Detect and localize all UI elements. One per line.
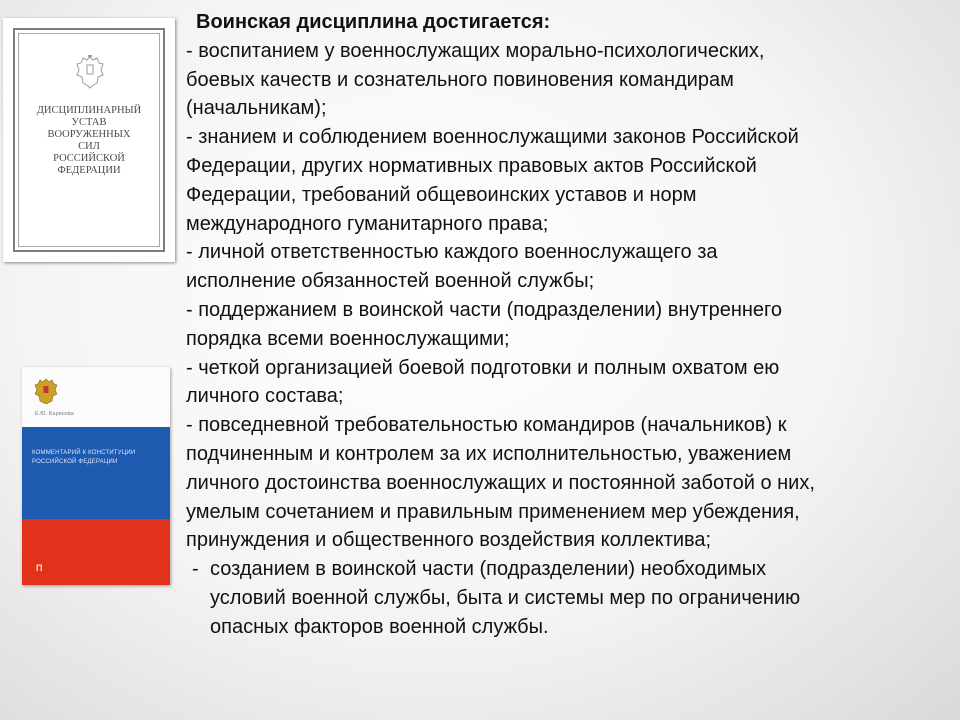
book-author: Е.Ю. Баринова (35, 411, 75, 417)
bullet-line: опасных факторов военной службы. (210, 615, 549, 638)
disciplinary-charter-cover (3, 18, 175, 262)
publisher-logo: П (36, 563, 43, 573)
text-line: боевых качеств и сознательного повиновения командирам (186, 68, 734, 91)
text-line: исполнение обязанностей военной службы; (186, 270, 595, 293)
text-line: (начальникам); (186, 97, 327, 120)
coat-of-arms-icon (34, 376, 58, 404)
text-line: - поддержанием в воинской части (подразделении) внутреннего (186, 298, 783, 321)
text-line: умелым сочетанием и правильным применением мер убеждения, (186, 500, 800, 523)
bullet-list-item (186, 555, 956, 641)
constitution-commentary-cover (22, 367, 170, 585)
text-line: международного гуманитарного права; (186, 212, 549, 235)
bullet-line: условий военной службы, быта и системы мер по ограничению (210, 586, 801, 609)
book-title: КОММЕНТАРИЙ К КОНСТИТУЦИИ РОССИЙСКОЙ ФЕДЕРАЦИИ (32, 450, 136, 465)
text-line: принуждения и общественного воздействия коллектива; (186, 529, 712, 552)
text-line: подчиненным и контролем за их исполнительностью, уважением (186, 442, 792, 465)
text-line: Федерации, других нормативных правовых актов Российской (186, 154, 757, 177)
text-line: личного состава; (186, 385, 344, 408)
text-line: - воспитанием у военнослужащих морально-психологических, (186, 39, 765, 62)
coat-of-arms-icon (75, 53, 105, 89)
cover-blue-band (22, 427, 170, 519)
text-line: порядка всеми военнослужащими; (186, 327, 510, 350)
charter-title: ДИСЦИПЛИНАРНЫЙ УСТАВ ВООРУЖЕННЫХ СИЛ РОССИЙСКОЙ ФЕДЕРАЦИИ (36, 105, 142, 176)
bullet-line: созданием в воинской части (подразделении) необходимых (210, 558, 767, 581)
text-line: - личной ответственностью каждого военнослужащего за (186, 241, 718, 264)
text-line: Федерации, требований общевоинских уставов и норм (186, 183, 697, 206)
slide-heading: Воинская дисциплина достигается: (196, 11, 551, 33)
cover-red-band (22, 519, 170, 585)
text-line: - четкой организацией боевой подготовки и полным охватом ею (186, 356, 780, 379)
text-line: личного достоинства военнослужащих и постоянной заботой о них, (186, 471, 815, 494)
discipline-text (186, 8, 956, 642)
text-line: - знанием и соблюдением военнослужащими законов Российской (186, 126, 799, 149)
text-line: - повседневной требовательностью командиров (начальников) к (186, 414, 787, 437)
bullet-marker: - (192, 558, 199, 581)
